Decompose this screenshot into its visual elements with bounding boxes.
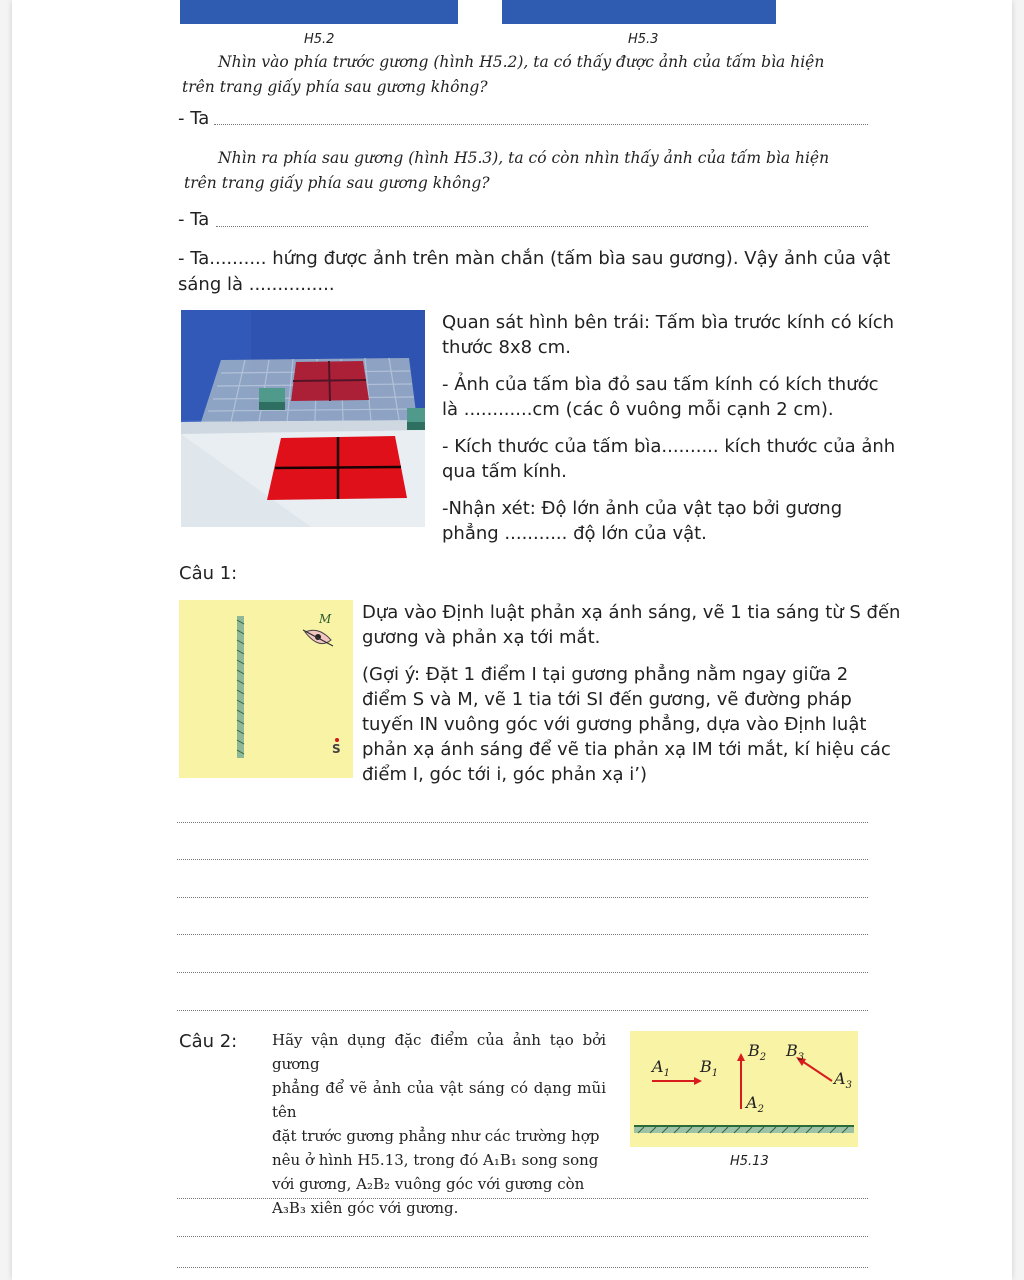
cau1-label-m: M xyxy=(319,612,332,626)
observation-p2b: là ............cm (các ô vuông mỗi cạnh 2 cm). xyxy=(442,399,834,420)
cau1-answer-line-3[interactable] xyxy=(177,897,868,898)
arrow-a3b3 xyxy=(802,1061,832,1081)
figure-h513-diagram xyxy=(630,1031,858,1147)
question-h53-line1: Nhìn ra phía sau gương (hình H5.3), ta có còn nhìn thấy ảnh của tấm bìa hiện xyxy=(218,149,830,167)
cau1-line1: Dựa vào Định luật phản xạ ánh sáng, vẽ 1 tia sáng từ S đến xyxy=(362,602,901,623)
label-b1-sub: 1 xyxy=(711,1068,719,1080)
figure-h53-image xyxy=(502,0,776,24)
cau1-answer-line-1[interactable] xyxy=(177,822,868,823)
answer-h52-prefix: - Ta xyxy=(178,108,210,129)
cau1-text xyxy=(362,600,907,787)
figure-h52-caption: H5.2 xyxy=(304,32,335,47)
cau2-title: Câu 2: xyxy=(179,1031,238,1052)
cau2-answer-line-2[interactable] xyxy=(177,1236,868,1237)
label-b3-sub: 3 xyxy=(797,1052,805,1064)
cau2-line6: A₃B₃ xiên góc với gương. xyxy=(272,1199,459,1217)
question-h52 xyxy=(182,50,882,100)
answer-h53-line[interactable] xyxy=(216,226,868,227)
label-a2-sub: 2 xyxy=(757,1104,764,1116)
figure-h53-caption: H5.3 xyxy=(628,32,659,47)
figure-h513-caption: H5.13 xyxy=(730,1154,769,1169)
label-a1-sub: 1 xyxy=(663,1068,670,1080)
cau1-answer-line-2[interactable] xyxy=(177,859,868,860)
cau2-line2: phẳng để vẽ ảnh của vật sáng có dạng mũi tên xyxy=(272,1079,606,1121)
cau2-line4: nêu ở hình H5.13, trong đó A₁B₁ song song xyxy=(272,1151,599,1169)
cau1-line7: điểm I, góc tới i, góc phản xạ i’) xyxy=(362,764,648,785)
cau2-answer-line-3[interactable] xyxy=(177,1267,868,1268)
cau1-line2: gương và phản xạ tới mắt. xyxy=(362,627,601,648)
conclusion-line1: - Ta.......... hứng được ảnh trên màn chắn (tấm bìa sau gương). Vậy ảnh của vật xyxy=(178,248,891,269)
cau1-line3: (Gợi ý: Đặt 1 điểm I tại gương phẳng nằm ngay giữa 2 xyxy=(362,664,849,685)
cau1-title: Câu 1: xyxy=(179,563,238,584)
observation-p1a: Quan sát hình bên trái: Tấm bìa trước kính có kích xyxy=(442,312,895,333)
question-h53 xyxy=(184,146,884,196)
label-a2 xyxy=(746,1093,764,1115)
question-h52-line1: Nhìn vào phía trước gương (hình H5.2), ta có thấy được ảnh của tấm bìa hiện xyxy=(218,53,825,71)
eye-icon xyxy=(303,630,333,646)
conclusion-line2: sáng là ............... xyxy=(178,274,335,295)
figure-h513 xyxy=(630,1031,858,1147)
conclusion-text xyxy=(178,246,908,298)
label-a2-letter: A xyxy=(746,1093,758,1112)
question-h53-line2: trên trang giấy phía sau gương không? xyxy=(184,174,490,192)
observation-p4b: phẳng ........... độ lớn của vật. xyxy=(442,523,707,544)
label-a1 xyxy=(652,1057,670,1079)
cau1-line6: phản xạ ánh sáng để vẽ tia phản xạ IM tới mắt, kí hiệu các xyxy=(362,739,891,760)
observation-p4a: -Nhận xét: Độ lớn ảnh của vật tạo bởi gương xyxy=(442,498,843,519)
cau1-mirror-diagram xyxy=(179,600,353,778)
label-b3 xyxy=(786,1041,804,1063)
question-h52-line2: trên trang giấy phía sau gương không? xyxy=(182,78,488,96)
cau2-answer-line-1[interactable] xyxy=(177,1198,868,1199)
cau1-answer-line-6[interactable] xyxy=(177,1010,868,1011)
mirror-experiment-image xyxy=(181,310,425,527)
mirror-experiment-illustration xyxy=(181,310,425,527)
label-a3 xyxy=(834,1069,852,1091)
answer-h52-line[interactable] xyxy=(214,124,868,125)
worksheet-page xyxy=(12,0,1012,1280)
label-b1-letter: B xyxy=(700,1057,712,1076)
observation-p2a: - Ảnh của tấm bìa đỏ sau tấm kính có kích thước xyxy=(442,374,879,395)
observation-p3a: - Kích thước của tấm bìa.......... kích thước của ảnh xyxy=(442,436,896,457)
label-b2-letter: B xyxy=(748,1041,760,1060)
label-b1 xyxy=(700,1057,718,1079)
label-a1-letter: A xyxy=(652,1057,664,1076)
cau2-line5: với gương, A₂B₂ vuông góc với gương còn xyxy=(272,1175,585,1193)
cau1-answer-line-4[interactable] xyxy=(177,934,868,935)
cau1-line5: tuyến IN vuông góc với gương phẳng, dựa vào Định luật xyxy=(362,714,867,735)
label-b2 xyxy=(748,1041,766,1063)
label-b2-sub: 2 xyxy=(759,1052,767,1064)
label-a3-letter: A xyxy=(834,1069,846,1088)
cau1-figure xyxy=(179,600,353,778)
label-b3-letter: B xyxy=(786,1041,798,1060)
label-a3-sub: 3 xyxy=(845,1080,852,1092)
cau2-line1: Hãy vận dụng đặc điểm của ảnh tạo bởi gương xyxy=(272,1031,606,1073)
observation-text xyxy=(442,310,912,546)
answer-h53-prefix: - Ta xyxy=(178,209,210,230)
cau1-line4: điểm S và M, vẽ 1 tia tới SI đến gương, vẽ đường pháp xyxy=(362,689,852,710)
figure-h52-image xyxy=(180,0,458,24)
observation-p1b: thước 8x8 cm. xyxy=(442,337,571,358)
cau2-line3: đặt trước gương phẳng như các trường hợp xyxy=(272,1127,600,1145)
observation-p3b: qua tấm kính. xyxy=(442,461,567,482)
cau1-label-s: S xyxy=(332,742,341,756)
cau2-text xyxy=(272,1028,606,1220)
cau1-answer-line-5[interactable] xyxy=(177,972,868,973)
